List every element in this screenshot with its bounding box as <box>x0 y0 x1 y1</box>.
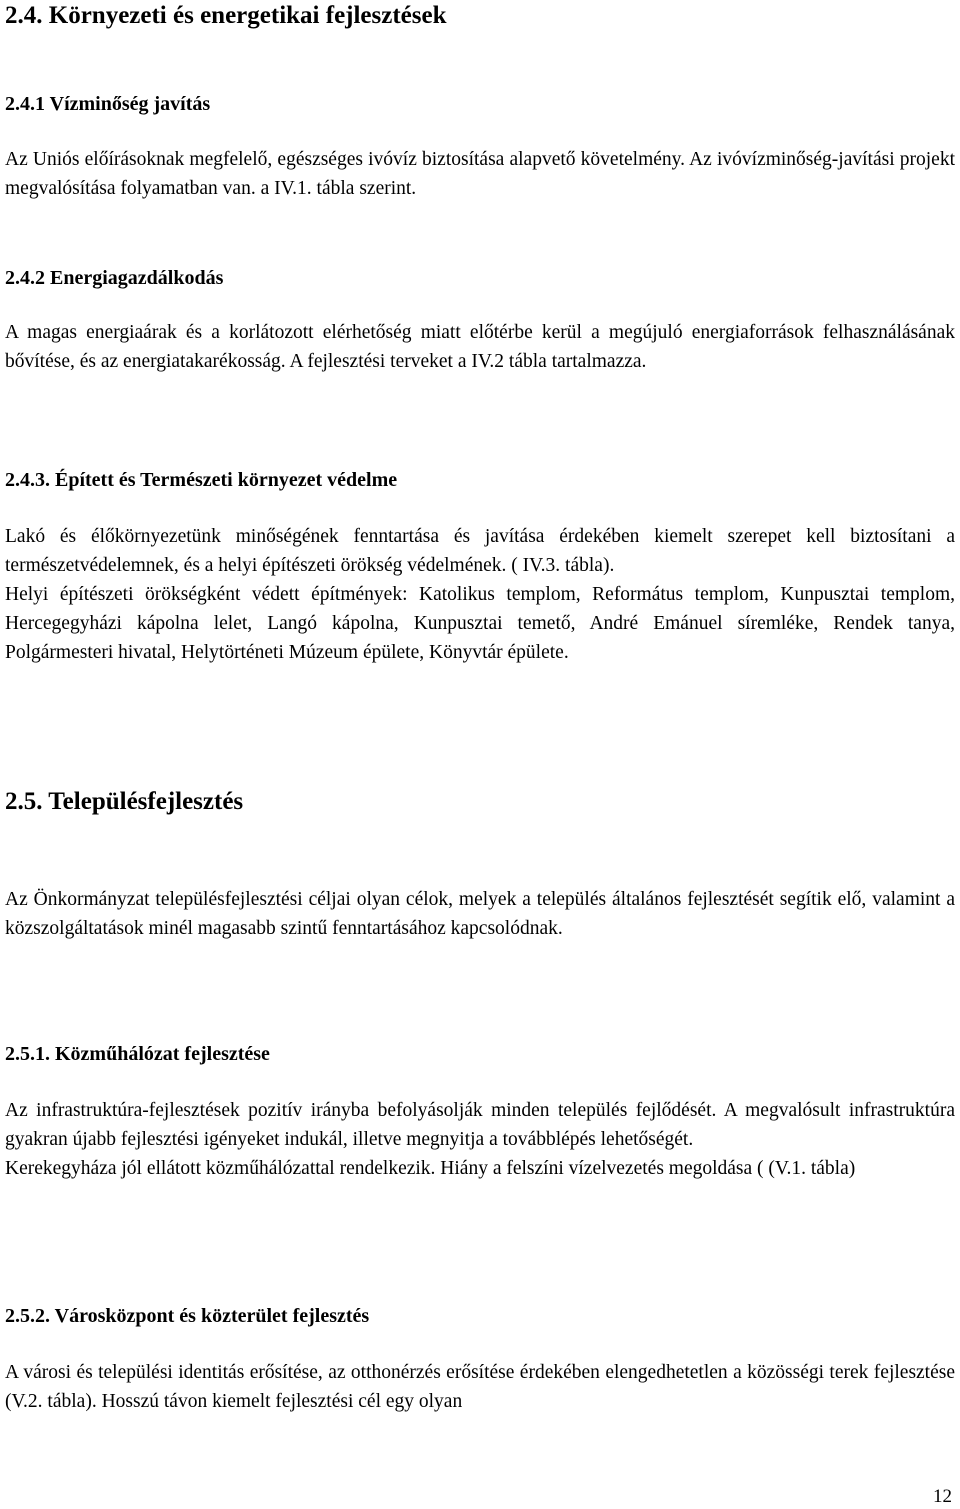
section-2-5-2-title: 2.5.2. Városközpont és közterület fejlesztés <box>5 1305 370 1327</box>
section-2-4-3-text: Lakó és élőkörnyezetünk minőségének fenntartása és javítása érdekében kiemelt szerepet kell biztosítani a természetvédelemnek, és a helyi építészeti örökség védelmének. ( IV.3. tábla). <box>5 526 955 576</box>
section-2-4-title: 2.4. Környezeti és energetikai fejlesztések <box>5 2 447 29</box>
page-number: 12 <box>933 1486 952 1507</box>
section-2-5-title: 2.5. Településfejlesztés <box>5 788 244 815</box>
section-2-5-1-title: 2.5.1. Közműhálózat fejlesztése <box>5 1043 270 1065</box>
section-2-5-2-text: A városi és települési identitás erősítése, az otthonérzés erősítése érdekében elengedhetetlen a közösségi terek fejlesztése (V.2. tábla). Hosszú távon kiemelt fejlesztési cél egy olyan <box>5 1362 955 1412</box>
section-2-5-1-text: Az infrastruktúra-fejlesztések pozitív irányba befolyásolják minden település fejlődését. A megvalósult infrastruktúra gyakran újabb fejlesztési igényeket indukál, illetve megnyitja a továbblépés lehetőségét. <box>5 1100 955 1150</box>
section-2-4-3-title: 2.4.3. Épített és Természeti környezet védelme <box>5 469 398 491</box>
section-2-5-1-text-2: Kerekegyháza jól ellátott közműhálózattal rendelkezik. Hiány a felszíni vízelvezetés megoldása ( (V.1. tábla) <box>5 1158 856 1179</box>
section-2-4-2-text: A magas energiaárak és a korlátozott elérhetőség miatt előtérbe kerül a megújuló energiaforrások felhasználásának bővítése, és az energiatakarékosság. A fejlesztési terveket a IV.2 tábla tartalmazza. <box>5 322 955 372</box>
section-2-4-3-heritage-text: Helyi építészeti örökségként védett építmények: Katolikus templom, Református templom, Kunpusztai templom, Hercegegyházi kápolna lelet, Langó kápolna, Kunpusztai temető, André Emánuel síremléke, Rendek tanya, Polgármesteri hivatal, Helytörténeti Múzeum épülete, Könyvtár épülete. <box>5 584 955 663</box>
section-2-4-2-title: 2.4.2 Energiagazdálkodás <box>5 267 224 289</box>
section-2-5-text: Az Önkormányzat településfejlesztési céljai olyan célok, melyek a település általános fejlesztését segítik elő, valamint a közszolgáltatások minél magasabb szintű fenntartásához kapcsolódnak. <box>5 889 955 939</box>
section-2-4-1-text: Az Uniós előírásoknak megfelelő, egészséges ivóvíz biztosítása alapvető követelmény. Az ivóvízminőség-javítási projekt megvalósítása folyamatban van. a IV.1. tábla szerint. <box>5 149 955 199</box>
section-2-4-1-title: 2.4.1 Vízminőség javítás <box>5 93 211 115</box>
